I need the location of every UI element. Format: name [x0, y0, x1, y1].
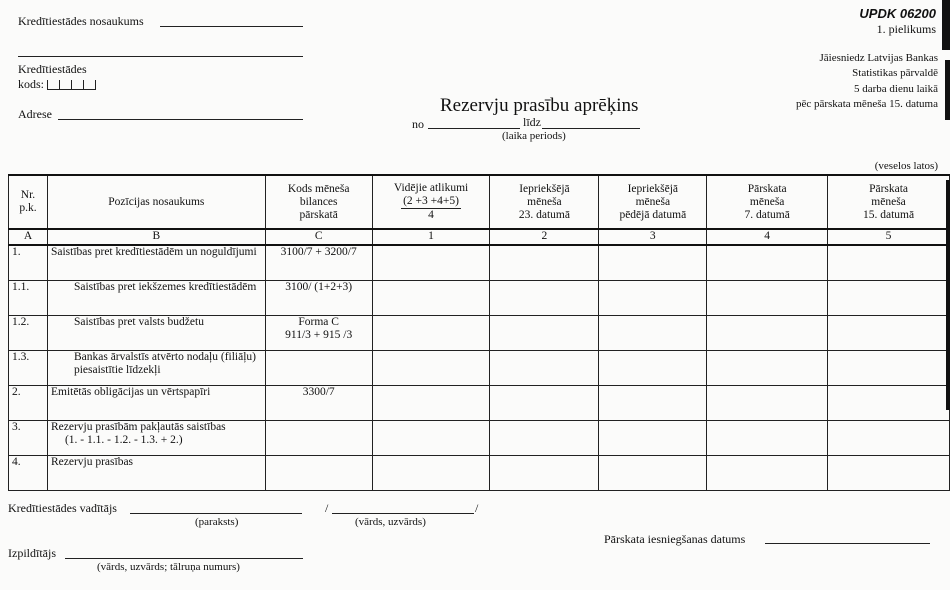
institution-name-field-2[interactable]	[18, 56, 303, 57]
value-cell[interactable]	[599, 386, 707, 421]
value-cell[interactable]	[372, 245, 490, 281]
row-nr: 2.	[9, 386, 48, 421]
value-cell[interactable]	[828, 316, 950, 351]
table-row	[9, 245, 950, 281]
row-name: Rezervju prasības	[47, 456, 265, 491]
value-cell[interactable]	[828, 456, 950, 491]
scan-edge	[942, 0, 950, 50]
value-cell[interactable]	[707, 386, 828, 421]
head-name-field[interactable]	[332, 513, 474, 514]
row-code: 3100/ (1+2+3)	[265, 281, 372, 316]
submission-date-field[interactable]	[765, 543, 930, 544]
table-row	[9, 351, 950, 386]
signature-caption: (paraksts)	[195, 516, 239, 528]
value-cell[interactable]	[599, 281, 707, 316]
letter-cell: A	[9, 229, 48, 245]
period-from-label: no	[412, 117, 424, 131]
value-cell[interactable]	[490, 386, 599, 421]
letter-cell: 1	[372, 229, 490, 245]
value-cell[interactable]	[372, 351, 490, 386]
col-header-prev-last: Iepriekšējā mēneša pēdējā datumā	[599, 175, 707, 229]
slash-left: /	[325, 501, 329, 515]
table-row	[9, 421, 950, 456]
value-cell[interactable]	[707, 351, 828, 386]
form-code: UPDK 06200	[859, 6, 936, 21]
value-cell[interactable]	[599, 245, 707, 281]
row-nr: 1.	[9, 245, 48, 281]
row-name: Saistības pret valsts budžetu	[47, 316, 265, 351]
row-name: Rezervju prasībām pakļautās saistības (1. - 1.1. - 1.2. - 1.3. + 2.)	[47, 421, 265, 456]
value-cell[interactable]	[828, 351, 950, 386]
value-cell[interactable]	[599, 316, 707, 351]
value-cell[interactable]	[828, 281, 950, 316]
performer-label: Izpildītājs	[8, 546, 56, 560]
value-cell[interactable]	[372, 316, 490, 351]
value-cell[interactable]	[707, 421, 828, 456]
slash-right: /	[475, 501, 479, 515]
letter-cell: 3	[599, 229, 707, 245]
col-header-nr: Nr. p.k.	[9, 175, 48, 229]
institution-code-label-2: kods:	[18, 77, 45, 91]
col-header-average: Vidējie atlikumi (2 +3 +4+5) 4	[372, 175, 490, 229]
row-nr: 1.1.	[9, 281, 48, 316]
units-label: (veselos latos)	[874, 160, 938, 172]
col-header-rep-7: Pārskata mēneša 7. datumā	[707, 175, 828, 229]
col-header-prev-23: Iepriekšējā mēneša 23. datumā	[490, 175, 599, 229]
value-cell[interactable]	[490, 245, 599, 281]
col-header-rep-15: Pārskata mēneša 15. datumā	[828, 175, 950, 229]
period-to-field[interactable]	[542, 128, 640, 129]
value-cell[interactable]	[372, 281, 490, 316]
table-header-row	[9, 175, 950, 229]
table-row	[9, 316, 950, 351]
institution-code-boxes[interactable]	[47, 77, 96, 91]
annex-label: 1. pielikums	[876, 22, 936, 36]
reserve-table	[8, 174, 950, 491]
signature-field[interactable]	[130, 513, 302, 514]
value-cell[interactable]	[707, 245, 828, 281]
institution-code-row	[18, 77, 96, 92]
address-label: Adrese	[18, 107, 52, 121]
institution-name-label: Kredītiestādes nosaukums	[18, 14, 144, 28]
value-cell[interactable]	[490, 456, 599, 491]
col-header-name: Pozīcijas nosaukums	[47, 175, 265, 229]
submit-line-1: Jāiesniedz Latvijas Bankas	[819, 52, 938, 64]
row-code: Forma C 911/3 + 915 /3	[265, 316, 372, 351]
row-code: 3100/7 + 3200/7	[265, 245, 372, 281]
submit-line-4: pēc pārskata mēneša 15. datuma	[795, 98, 938, 110]
col-header-code: Kods mēneša bilances pārskatā	[265, 175, 372, 229]
row-name: Emitētās obligācijas un vērtspapīri	[47, 386, 265, 421]
row-code	[265, 456, 372, 491]
address-field[interactable]	[58, 119, 303, 120]
value-cell[interactable]	[599, 421, 707, 456]
row-nr: 3.	[9, 421, 48, 456]
row-name: Saistības pret iekšzemes kredītiestādēm	[47, 281, 265, 316]
letter-cell: B	[47, 229, 265, 245]
row-code: 3300/7	[265, 386, 372, 421]
value-cell[interactable]	[490, 351, 599, 386]
value-cell[interactable]	[490, 421, 599, 456]
row-name: Saistības pret kredītiestādēm un noguldījumi	[47, 245, 265, 281]
value-cell[interactable]	[490, 316, 599, 351]
institution-code-label-1: Kredītiestādes	[18, 62, 87, 76]
value-cell[interactable]	[707, 281, 828, 316]
value-cell[interactable]	[828, 421, 950, 456]
value-cell[interactable]	[372, 421, 490, 456]
row-nr: 1.2.	[9, 316, 48, 351]
performer-caption: (vārds, uzvārds; tālruņa numurs)	[97, 561, 240, 573]
value-cell[interactable]	[828, 245, 950, 281]
scan-edge	[946, 180, 950, 410]
table-row	[9, 456, 950, 491]
row-nr: 4.	[9, 456, 48, 491]
table-row	[9, 281, 950, 316]
period-to-label: līdz	[523, 115, 541, 129]
letter-cell: C	[265, 229, 372, 245]
period-caption: (laika periods)	[502, 130, 566, 142]
submit-line-2: Statistikas pārvaldē	[852, 67, 938, 79]
head-label: Kredītiestādes vadītājs	[8, 501, 117, 515]
value-cell[interactable]	[372, 456, 490, 491]
value-cell[interactable]	[707, 456, 828, 491]
value-cell[interactable]	[599, 351, 707, 386]
row-nr: 1.3.	[9, 351, 48, 386]
page-title: Rezervju prasību aprēķins	[440, 95, 639, 116]
row-code	[265, 421, 372, 456]
table-letter-row	[9, 229, 950, 245]
submit-line-3: 5 darba dienu laikā	[854, 83, 938, 95]
performer-field[interactable]	[65, 558, 303, 559]
submission-date-label: Pārskata iesniegšanas datums	[604, 532, 746, 546]
table-row	[9, 386, 950, 421]
value-cell[interactable]	[707, 316, 828, 351]
letter-cell: 4	[707, 229, 828, 245]
value-cell[interactable]	[490, 281, 599, 316]
scan-edge	[945, 60, 950, 120]
name-caption: (vārds, uzvārds)	[355, 516, 426, 528]
letter-cell: 5	[828, 229, 950, 245]
row-code	[265, 351, 372, 386]
row-name: Bankas ārvalstīs atvērto nodaļu (filiāļu) piesaistītie līdzekļi	[47, 351, 265, 386]
period-from-field[interactable]	[428, 128, 520, 129]
value-cell[interactable]	[828, 386, 950, 421]
institution-name-field[interactable]	[160, 26, 303, 27]
value-cell[interactable]	[372, 386, 490, 421]
value-cell[interactable]	[599, 456, 707, 491]
letter-cell: 2	[490, 229, 599, 245]
